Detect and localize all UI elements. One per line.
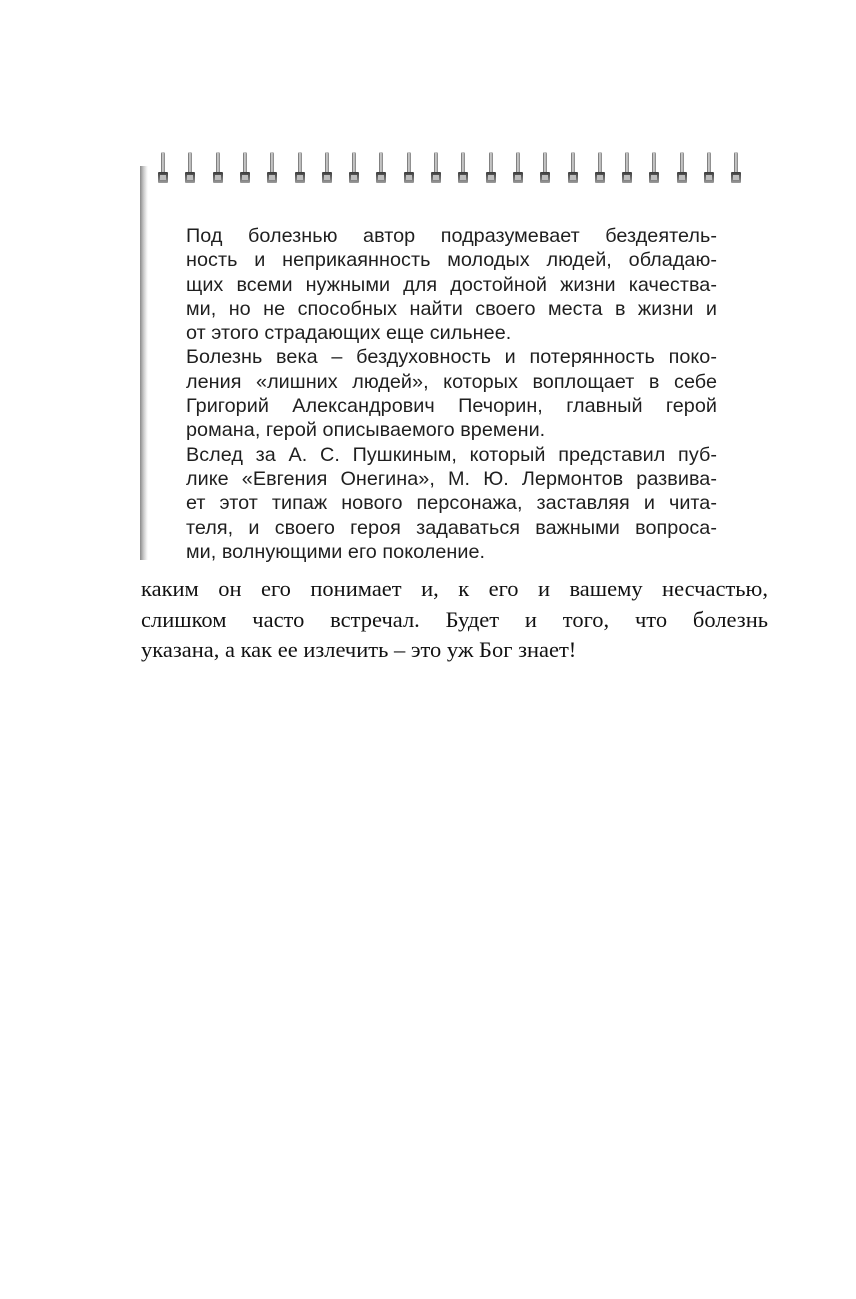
spiral-binding [158, 152, 758, 188]
note-line: романа, герой описываемого времени. [186, 419, 546, 442]
spiral-ring [240, 152, 250, 188]
note-line: ет этот типаж нового персонажа, заставляя и чита- [186, 492, 717, 515]
note-line: щих всеми нужными для достойной жизни качества- [186, 273, 717, 296]
spiral-ring [622, 152, 632, 188]
note-line: теля, и своего героя задаваться важными вопроса- [186, 516, 717, 539]
note-line: ность и неприкаянность молодых людей, обладаю- [186, 249, 717, 272]
note-line: лике «Евгения Онегина», М. Ю. Лермонтов развива- [186, 467, 717, 490]
spiral-ring [431, 152, 441, 188]
note-line: Григорий Александрович Печорин, главный герой [186, 395, 717, 418]
spiral-ring [376, 152, 386, 188]
body-line: слишком часто встречал. Будет и того, что болезнь [141, 606, 768, 632]
spiral-ring [731, 152, 741, 188]
body-paragraph [141, 574, 768, 666]
note-line: ления «лишних людей», которых воплощает в себе [186, 370, 717, 393]
note-page-edge [140, 166, 148, 560]
spiral-ring [458, 152, 468, 188]
spiral-ring [677, 152, 687, 188]
spiral-ring [704, 152, 714, 188]
spiral-ring [404, 152, 414, 188]
spiral-ring [649, 152, 659, 188]
spiral-ring [595, 152, 605, 188]
spiral-ring [267, 152, 277, 188]
spiral-ring [486, 152, 496, 188]
spiral-ring [349, 152, 359, 188]
spiral-ring [568, 152, 578, 188]
spiral-ring [322, 152, 332, 188]
note-line: Вслед за А. С. Пушкиным, который представил пуб- [186, 443, 717, 466]
note-line: ми, но не способных найти своего места в жизни и [186, 297, 717, 320]
spiral-ring [540, 152, 550, 188]
spiral-ring [158, 152, 168, 188]
note-line: Под болезнью автор подразумевает бездеятель- [186, 225, 717, 247]
body-line: указана, а как ее излечить – это уж Бог знает! [141, 637, 577, 662]
spiral-ring [295, 152, 305, 188]
spiral-ring [513, 152, 523, 188]
note-line: от этого страдающих еще сильнее. [186, 322, 512, 345]
note-line: Болезнь века – бездуховность и потерянность поко- [186, 346, 717, 369]
note-line: ми, волнующими его поколение. [186, 540, 486, 563]
body-line: каким он его понимает и, к его и вашему несчастью, [141, 576, 768, 601]
spiral-ring [213, 152, 223, 188]
spiral-ring [185, 152, 195, 188]
note-panel [140, 152, 765, 562]
note-text [186, 224, 717, 564]
